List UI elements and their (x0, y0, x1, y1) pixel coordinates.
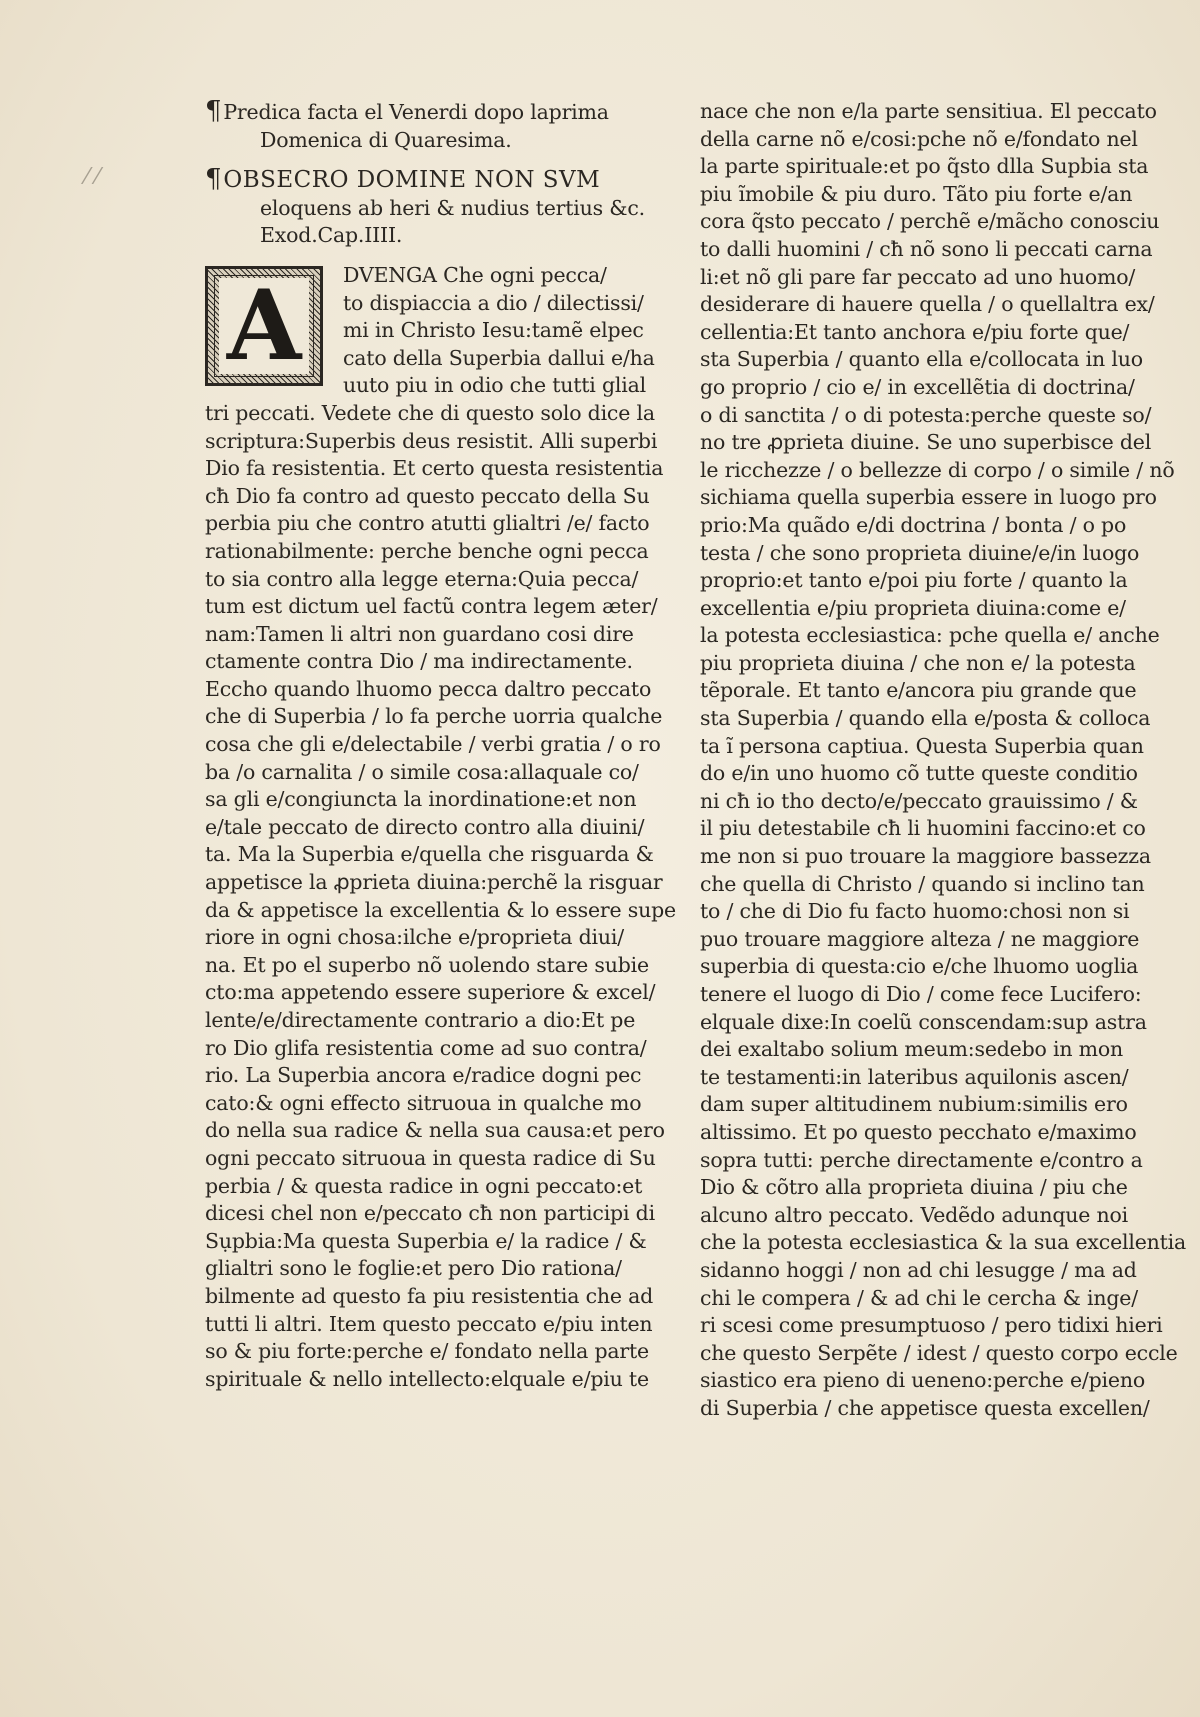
text-line: che questo Serpẽte / idest / questo corpo eccle (700, 1340, 1178, 1365)
text-line: cora q̃sto peccato / perchẽ e/mãcho conosciu (700, 209, 1160, 234)
text-line: excellentia e/piu proprieta diuina:come e/ (700, 595, 1126, 620)
heading-line: ¶Predica facta el Venerdi dopo laprima (205, 96, 609, 126)
text-line: cosa che gli e/delectabile / verbi gratia / o ro (205, 732, 661, 757)
incipit-line: ¶OBSECRO DOMINE NON SVM (205, 164, 601, 195)
text-line: della carne nõ e/cosi:pche nõ e/fondato nel (700, 126, 1138, 151)
text-line: Dio fa resistentia. Et certo questa resistentia (205, 456, 664, 481)
margin-smudge: ⁄ ⁄ (85, 165, 100, 190)
text-line: spirituale & nello intellecto:elquale e/piu te (205, 1366, 649, 1391)
text-line: che di Superbia / lo fa perche uorria qualche (205, 704, 663, 729)
left-column (205, 96, 676, 1393)
text-line: lente/e/directamente contrario a dio:Et pe (205, 1008, 636, 1032)
text-line: glialtri sono le foglie:et pero Dio rationa/ (205, 1256, 622, 1281)
text-line: sidanno hoggi / non ad chi lesugge / ma ad (700, 1257, 1137, 1282)
text-line: il piu detestabile cħ li huomini faccino:et co (700, 816, 1146, 841)
text-line: tutti li altri. Item questo peccato e/piu inten (205, 1311, 653, 1336)
text-line: perbia piu che contro atutti glialtri /e/ facto (205, 511, 650, 536)
text-line: nam:Tamen li altri non guardano cosi dire (205, 621, 634, 646)
text-line: DVENGA Che ogni pecca/ (343, 262, 607, 287)
text-line: li:et nõ gli pare far peccato ad uno huomo/ (700, 264, 1136, 289)
text-line: tẽporale. Et tanto e/ancora piu grande que (700, 678, 1137, 703)
text-line: ogni peccato sitruoua in questa radice di Su (205, 1145, 656, 1170)
text-line: scriptura:Superbis deus resistit. Alli superbi (205, 428, 658, 453)
text-line: ri scesi come presumptuoso / pero tidixi hieri (700, 1313, 1163, 1338)
text-line: bilmente ad questo fa piu resistentia che ad (205, 1283, 654, 1308)
text-line: altissimo. Et po questo pecchato e/maximo (700, 1119, 1137, 1144)
text-line: dei exaltabo solium meum:sedebo in mon (700, 1037, 1124, 1062)
incipit (205, 166, 660, 250)
body-text-right (700, 98, 1187, 1423)
text-line: alcuno altro peccato. Vedẽdo adunque noi (700, 1202, 1129, 1227)
text-line: puo trouare maggiore alteza / ne maggiore (700, 926, 1140, 951)
text-line: Dio & cõtro alla proprieta diuina / piu che (700, 1175, 1128, 1200)
text-line: la parte spirituale:et po q̃sto dlla Supbia sta (700, 154, 1149, 179)
text-line: piu ĩmobile & piu duro. Tãto piu forte e/an (700, 181, 1133, 206)
text-line: cato:& ogni effecto sitruoua in qualche mo (205, 1090, 642, 1115)
text-line: testa / che sono proprieta diuine/e/in luogo (700, 540, 1140, 565)
body-text-left (205, 262, 676, 1393)
text-line: superbia di questa:cio e/che lhuomo uoglia (700, 954, 1139, 979)
text-line: to sia contro alla legge eterna:Quia pecca/ (205, 566, 639, 591)
text-line: go proprio / cio e/ in excellẽtia di doctrina/ (700, 374, 1135, 399)
text-line: dam super altitudinem nubium:similis ero (700, 1092, 1128, 1117)
text-line: siastico era pieno di ueneno:perche e/pieno (700, 1368, 1145, 1393)
text-line: sa gli e/congiuncta la inordinatione:et non (205, 787, 637, 812)
text-line: na. Et po el superbo nõ uolendo stare subie (205, 952, 649, 977)
text-line: rationabilmente: perche benche ogni pecca (205, 538, 649, 563)
text-line: sichiama quella superbia essere in luogo pro (700, 485, 1157, 510)
text-line: riore in ogni chosa:ilche e/proprieta diui/ (205, 925, 624, 950)
text-line: ta. Ma la Superbia e/quella che risguarda & (205, 842, 654, 867)
text-line: e/tale peccato de directo contro alla diuini/ (205, 814, 645, 839)
text-line: sopra tutti: perche directamente e/contro a (700, 1147, 1143, 1172)
pilcrow-icon: ¶ (205, 96, 222, 126)
text-line: ni cħ io tho decto/e/peccato grauissimo / & (700, 788, 1138, 813)
text-line: to dalli huomini / cħ nõ sono li peccati carna (700, 236, 1153, 261)
text-line: ro Dio glifa resistentia come ad suo contra/ (205, 1035, 647, 1060)
text-line: o di sanctita / o di potesta:perche queste so/ (700, 402, 1152, 427)
text-line: dicesi chel non e/peccato cħ non participi di (205, 1201, 655, 1226)
text-line: tri peccati. Vedete che di questo solo dice la (205, 400, 655, 425)
text-line: che quella di Christo / quando si inclino tan (700, 871, 1145, 896)
heading-line: Domenica di Quaresima. (260, 127, 512, 152)
text-line: cto:ma appetendo essere superiore & excel/ (205, 980, 656, 1005)
incipit-line: Exod.Cap.IIII. (260, 223, 403, 248)
text-line: di Superbia / che appetisce questa excellen/ (700, 1395, 1150, 1420)
text-line: chi le compera / & ad chi le cercha & inge/ (700, 1285, 1138, 1310)
text-line: sta Superbia / quando ella e/posta & colloca (700, 706, 1151, 731)
text-line: nace che non e/la parte sensitiua. El peccato (700, 99, 1157, 123)
text-line: ba /o carnalita / o simile cosa:allaquale co/ (205, 759, 639, 784)
text-line: te testamenti:in lateribus aquilonis ascen/ (700, 1064, 1129, 1089)
decorated-initial: A (205, 266, 323, 386)
text-line: sta Superbia / quanto ella e/collocata in luo (700, 347, 1143, 372)
text-line: no tre ꝓprieta diuine. Se uno superbisce del (700, 430, 1152, 455)
incipit-line: eloquens ab heri & nudius tertius &c. (260, 195, 645, 220)
text-line: perbia / & questa radice in ogni peccato:et (205, 1173, 643, 1198)
text-line: ctamente contra Dio / ma indirectamente. (205, 649, 633, 674)
text-line: do e/in uno huomo cõ tutte queste conditio (700, 761, 1138, 786)
text-line: rio. La Superbia ancora e/radice dogni pec (205, 1063, 642, 1088)
text-line: tenere el luogo di Dio / come fece Lucifero: (700, 982, 1142, 1006)
text-line: to dispiaccia a dio / dilectissi/ (343, 290, 644, 315)
text-line: cellentia:Et tanto anchora e/piu forte que/ (700, 319, 1130, 344)
right-column (700, 98, 1187, 1423)
text-line: cato della Superbia dallui e/ha (343, 345, 655, 370)
text-line: appetisce la ꝓprieta diuina:perchẽ la risguar (205, 870, 663, 895)
text-line: da & appetisce la excellentia & lo essere supe (205, 897, 676, 922)
text-line: le ricchezze / o bellezze di corpo / o simile / nõ (700, 457, 1175, 482)
text-line: mi in Christo Iesu:tamẽ elpec (343, 318, 644, 343)
text-line: so & piu forte:perche e/ fondato nella parte (205, 1339, 649, 1364)
text-line: me non si puo trouare la maggiore bassezza (700, 844, 1151, 869)
text-line: Sụpbia:Ma questa Superbia e/ la radice / & (205, 1228, 647, 1253)
text-line: che la potesta ecclesiastica & la sua excellentia (700, 1230, 1187, 1255)
sermon-heading (205, 98, 660, 154)
text-line: do nella sua radice & nella sua causa:et pero (205, 1118, 665, 1143)
text-line: prio:Ma quãdo e/di doctrina / bonta / o po (700, 512, 1127, 537)
text-line: ta ĩ persona captiua. Questa Superbia quan (700, 733, 1144, 758)
text-line: Eccho quando lhuomo pecca daltro peccato (205, 676, 652, 701)
text-line: piu proprieta diuina / che non e/ la potesta (700, 650, 1136, 675)
text-line: uuto piu in odio che tutti glial (343, 373, 646, 398)
text-line: tum est dictum uel factũ contra legem æter/ (205, 594, 658, 619)
text-line: to / che di Dio fu facto huomo:chosi non si (700, 899, 1130, 924)
text-line: cħ Dio fa contro ad questo peccato della Su (205, 483, 650, 508)
pilcrow-icon: ¶ (205, 164, 222, 195)
text-line: la potesta ecclesiastica: pche quella e/ anche (700, 623, 1160, 648)
text-line: desiderare di hauere quella / o quellaltra ex/ (700, 292, 1155, 317)
text-line: elquale dixe:In coelũ conscendam:sup astra (700, 1009, 1147, 1034)
text-line: proprio:et tanto e/poi piu forte / quanto la (700, 568, 1128, 593)
